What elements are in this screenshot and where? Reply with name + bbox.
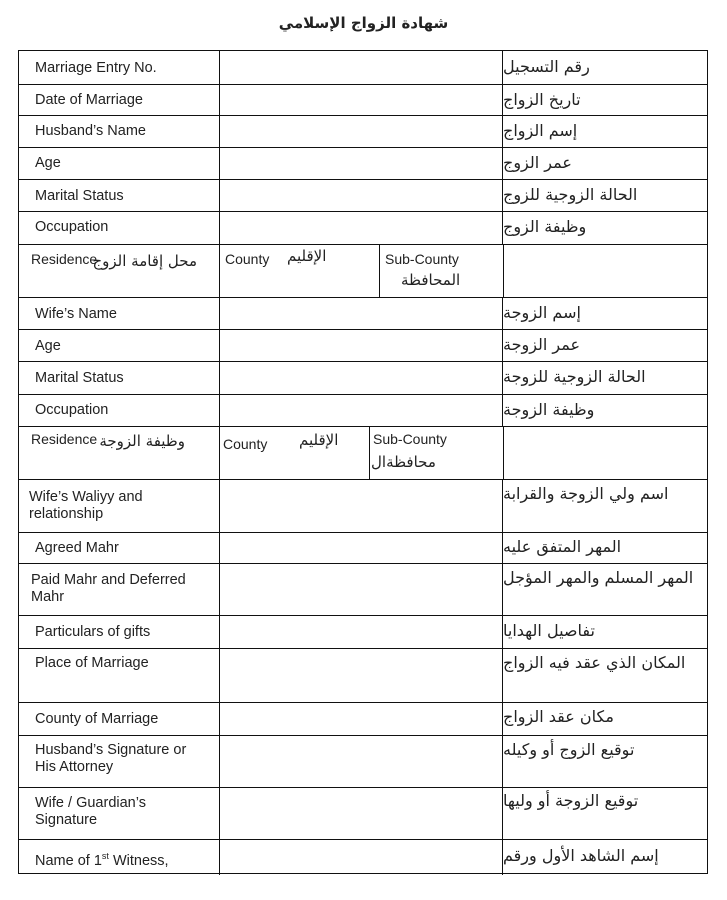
wife-residence-blank-cell[interactable]	[503, 427, 707, 479]
label-ar-husband-age: عمر الزوج	[503, 153, 572, 172]
wife-county-cell[interactable]	[219, 427, 370, 479]
label-ar-wife-name: إسم الزوجة	[503, 303, 581, 322]
label-ar-particulars-of-gifts: تفاصيل الهدايا	[503, 621, 595, 640]
husband-residence-label-cell	[19, 245, 220, 297]
label-particulars-of-gifts: Particulars of gifts	[35, 624, 151, 640]
label-wife-age: Age	[35, 338, 61, 354]
label-ar-wife-age: عمر الزوجة	[503, 335, 581, 354]
field-agreed-mahr[interactable]	[219, 533, 503, 563]
label-date-of-marriage: Date of Marriage	[35, 92, 143, 108]
label-ar-agreed-mahr: المهر المتفق عليه	[503, 537, 622, 556]
label-wife-marital-status: Marital Status	[35, 370, 124, 386]
wife-residence-label-cell	[19, 427, 220, 479]
row-wife-signature	[19, 788, 707, 840]
label-husband-subcounty: Sub-County	[385, 251, 459, 267]
label-ar-wife-residence: وظيفة الزوجة	[99, 432, 185, 450]
label-agreed-mahr: Agreed Mahr	[35, 540, 119, 556]
row-agreed-mahr	[19, 533, 707, 564]
label-ar-husband-subcounty: المحافظة	[401, 271, 461, 289]
field-wife-name[interactable]	[219, 298, 503, 329]
field-husband-age[interactable]	[219, 148, 503, 179]
husband-subcounty-cell[interactable]	[379, 245, 504, 297]
label-wife-residence: Residence	[31, 431, 98, 447]
wife-subcounty-cell[interactable]	[369, 427, 504, 479]
row-first-witness	[19, 840, 707, 875]
label-first-witness: Name of 1st Witness,	[35, 851, 169, 869]
label-ar-place-of-marriage: المكان الذي عقد فيه الزواج	[503, 653, 686, 672]
label-county-of-marriage: County of Marriage	[35, 711, 159, 727]
row-county-of-marriage	[19, 703, 707, 736]
field-wife-age[interactable]	[219, 330, 503, 361]
label-ar-husband-county: الإقليم	[287, 247, 327, 265]
row-husband-name	[19, 116, 707, 148]
label-place-of-marriage: Place of Marriage	[35, 655, 149, 671]
husband-residence-blank-cell[interactable]	[503, 245, 707, 297]
row-wife-marital-status	[19, 362, 707, 395]
label-wife-occupation: Occupation	[35, 402, 109, 418]
field-wife-signature[interactable]	[219, 788, 503, 839]
row-place-of-marriage	[19, 649, 707, 703]
marriage-certificate-form	[18, 50, 708, 874]
row-husband-age	[19, 148, 707, 180]
label-ar-wife-marital-status: الحالة الزوجية للزوجة	[503, 367, 646, 386]
husband-county-cell[interactable]	[219, 245, 380, 297]
row-wife-age	[19, 330, 707, 362]
label-husband-signature: Husband’s Signature or His Attorney	[35, 742, 187, 775]
label-ar-husband-occupation: وظيفة الزوج	[503, 217, 587, 236]
field-husband-name[interactable]	[219, 116, 503, 147]
row-wife-occupation	[19, 395, 707, 427]
label-husband-occupation: Occupation	[35, 219, 109, 235]
label-wife-name: Wife’s Name	[35, 306, 117, 322]
field-place-of-marriage[interactable]	[219, 649, 503, 702]
certificate-title: شهادة الزواج الإسلامي	[278, 14, 449, 32]
label-ar-wife-subcounty: محافظةال	[371, 453, 436, 471]
label-husband-age: Age	[35, 155, 61, 171]
label-ar-wife-waliyy: اسم ولي الزوجة والقرابة	[503, 484, 669, 503]
field-husband-occupation[interactable]	[219, 212, 503, 244]
row-paid-deferred-mahr	[19, 564, 707, 616]
label-ar-wife-county: الإقليم	[299, 431, 339, 449]
label-husband-county: County	[225, 251, 270, 267]
label-wife-subcounty: Sub-County	[373, 431, 447, 447]
label-ar-first-witness: إسم الشاهد الأول ورقم	[503, 846, 659, 865]
field-date-of-marriage[interactable]	[219, 85, 503, 115]
row-husband-residence	[19, 245, 707, 298]
label-ar-wife-signature: توقيع الزوجة أو وليها	[503, 791, 639, 810]
field-marriage-entry-no[interactable]	[219, 51, 503, 84]
row-husband-signature	[19, 736, 707, 788]
label-husband-marital-status: Marital Status	[35, 188, 124, 204]
row-husband-occupation	[19, 212, 707, 245]
field-husband-signature[interactable]	[219, 736, 503, 787]
label-ar-county-of-marriage: مكان عقد الزواج	[503, 707, 614, 726]
field-particulars-of-gifts[interactable]	[219, 616, 503, 648]
label-marriage-entry-no: Marriage Entry No.	[35, 60, 157, 76]
field-wife-occupation[interactable]	[219, 395, 503, 426]
label-wife-county: County	[223, 436, 268, 452]
label-wife-waliyy: Wife’s Waliyy and relationship	[29, 489, 143, 522]
field-wife-waliyy[interactable]	[219, 480, 503, 532]
label-paid-deferred-mahr: Paid Mahr and Deferred Mahr	[31, 572, 186, 605]
label-ar-paid-deferred-mahr: المهر المسلم والمهر المؤجل	[503, 568, 694, 587]
row-husband-marital-status	[19, 180, 707, 212]
label-ar-husband-signature: توقيع الزوج أو وكيله	[503, 740, 635, 759]
field-wife-marital-status[interactable]	[219, 362, 503, 394]
label-ar-husband-marital-status: الحالة الزوجية للزوج	[503, 185, 638, 204]
label-wife-signature: Wife / Guardian’s Signature	[35, 795, 146, 828]
label-ar-marriage-entry-no: رقم التسجيل	[503, 57, 590, 76]
label-ar-husband-name: إسم الزواج	[503, 121, 578, 140]
label-ar-husband-residence: محل إقامة الزوج	[92, 252, 197, 270]
row-date-of-marriage	[19, 85, 707, 116]
field-husband-marital-status[interactable]	[219, 180, 503, 211]
row-wife-waliyy	[19, 480, 707, 533]
row-marriage-entry-no	[19, 51, 707, 85]
label-husband-residence: Residence	[31, 251, 98, 267]
row-particulars-of-gifts	[19, 616, 707, 649]
label-ar-date-of-marriage: تاريخ الزواج	[503, 90, 581, 109]
field-first-witness[interactable]	[219, 840, 503, 875]
label-ar-wife-occupation: وظيفة الزوجة	[503, 400, 595, 419]
label-husband-name: Husband’s Name	[35, 123, 146, 139]
field-paid-deferred-mahr[interactable]	[219, 564, 503, 615]
row-wife-residence	[19, 427, 707, 480]
label-first-witness-sup: st	[101, 851, 109, 861]
field-county-of-marriage[interactable]	[219, 703, 503, 735]
row-wife-name	[19, 298, 707, 330]
